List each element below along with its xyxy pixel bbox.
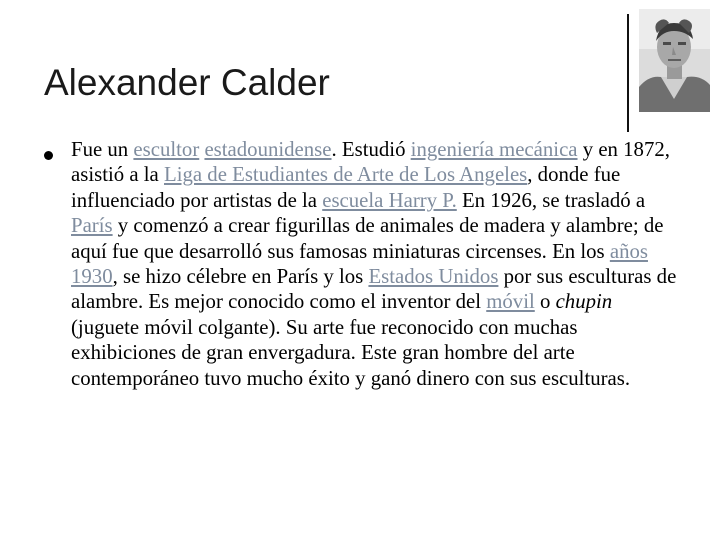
body-text-run: chupin — [555, 290, 613, 314]
portrait-photo — [639, 9, 710, 112]
body-text-run: , se hizo célebre en París y los — [112, 265, 369, 289]
bullet-marker — [44, 151, 53, 160]
body-text-run: , donde fue influenciado por artistas de la — [71, 163, 621, 212]
hyperlink[interactable]: años 1930 — [71, 239, 648, 289]
body-text-run: por sus esculturas de alambre. Es mejor conocido como el inventor del — [71, 265, 677, 314]
hyperlink[interactable]: escultor — [133, 138, 200, 161]
slide-title: Alexander Calder — [44, 62, 330, 103]
body-text-run: . Estudió — [331, 138, 411, 161]
hyperlink[interactable]: escuela Harry P. — [322, 188, 457, 212]
body-text-run: En 1926, se trasladó a — [456, 188, 646, 212]
hyperlink[interactable]: Estados Unidos — [368, 265, 499, 289]
body-text-run: o — [534, 290, 556, 314]
hyperlink[interactable]: móvil — [486, 290, 535, 314]
body-text-run: y en 1872, asistió a la — [71, 138, 670, 187]
vertical-divider — [627, 14, 629, 132]
hyperlink[interactable]: París — [71, 214, 113, 238]
hyperlink[interactable]: ingeniería mecánica — [410, 138, 578, 161]
body-text-run: Fue un — [71, 138, 134, 161]
body-text-run: y comenzó a crear figurillas de animales de madera y alambre; de aquí fue que desarrolló sus famosas miniaturas circenses. En los — [71, 214, 664, 263]
body-text-run: (juguete móvil colgante). Su arte fue reconocido con muchas exhibiciones de gran envergadura. Este gran hombre del arte contemporáneo tuvo mucho éxito y ganó dinero con sus esculturas. — [71, 315, 631, 390]
biography-paragraph — [71, 137, 677, 391]
hyperlink[interactable]: estadounidense — [204, 138, 332, 161]
hyperlink[interactable]: Liga de Estudiantes de Arte de Los Angeles — [164, 163, 528, 187]
